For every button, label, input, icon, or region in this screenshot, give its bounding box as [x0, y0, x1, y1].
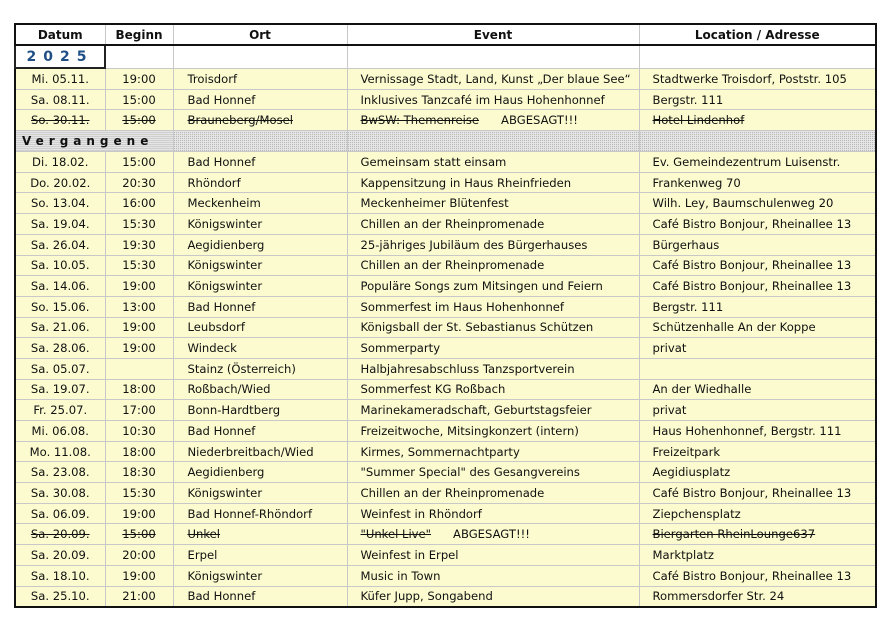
event-row: [15, 214, 876, 235]
location-cell: [639, 524, 876, 545]
ort-cell-text: Königswinter: [187, 258, 263, 273]
time-cell-text: 19:00: [122, 506, 156, 521]
date-cell-text: Fr. 25.07.: [33, 403, 88, 418]
time-cell: [105, 317, 173, 338]
location-cell-text: Café Bistro Bonjour, Rheinallee 13: [652, 568, 852, 583]
event-row: [15, 110, 876, 131]
empty-cell: [173, 131, 347, 152]
event-cell: [347, 400, 639, 421]
location-cell: [639, 586, 876, 607]
location-cell-text: Stadtwerke Troisdorf, Poststr. 105: [652, 71, 847, 86]
date-cell: [15, 338, 105, 359]
time-cell: [105, 483, 173, 504]
location-cell-text: Schützenhalle An der Koppe: [652, 320, 816, 335]
location-cell-text: Haus Hohenhonnef, Bergstr. 111: [652, 423, 842, 438]
event-row: [15, 503, 876, 524]
date-cell-text: Sa. 08.11.: [30, 92, 90, 107]
event-cell-text: 25-jähriges Jubiläum des Bürgerhauses: [360, 237, 588, 252]
location-cell: [639, 255, 876, 276]
ort-cell-text: Königswinter: [187, 279, 263, 294]
event-row: [15, 276, 876, 297]
event-row: [15, 586, 876, 607]
ort-cell-text: Aegidienberg: [187, 237, 265, 252]
ort-cell-text: Bad Honnef: [187, 154, 256, 169]
event-cell: [347, 483, 639, 504]
ort-cell: [173, 296, 347, 317]
date-cell-text: Sa. 21.06.: [30, 320, 90, 335]
ort-cell-text: Bad Honnef-Rhöndorf: [187, 506, 313, 521]
ort-cell: [173, 110, 347, 131]
event-row: [15, 338, 876, 359]
header-datum: Datum: [15, 24, 105, 45]
ort-cell-text: Unkel: [187, 527, 220, 542]
date-cell: [15, 441, 105, 462]
time-cell-text: 19:00: [122, 279, 156, 294]
event-cell: [347, 296, 639, 317]
event-cell: [347, 276, 639, 297]
ort-cell-text: Bad Honnef: [187, 423, 256, 438]
date-cell: [15, 110, 105, 131]
ort-cell: [173, 400, 347, 421]
ort-cell: [173, 276, 347, 297]
time-cell: [105, 565, 173, 586]
date-cell: [15, 483, 105, 504]
location-cell-text: Café Bistro Bonjour, Rheinallee 13: [652, 216, 852, 231]
empty-cell: [347, 131, 639, 152]
date-cell-text: Mi. 05.11.: [31, 71, 89, 86]
location-cell-text: Ziepchensplatz: [652, 506, 741, 521]
empty-cell: [639, 45, 876, 68]
location-cell: [639, 234, 876, 255]
time-cell-text: 16:00: [122, 196, 156, 211]
event-cell-text: Chillen an der Rheinpromenade: [360, 258, 545, 273]
event-cell: [347, 172, 639, 193]
event-cell: [347, 565, 639, 586]
date-cell-text: Sa. 28.06.: [30, 341, 90, 356]
time-cell-text: 19:00: [122, 568, 156, 583]
date-cell-text: Sa. 06.09.: [30, 506, 90, 521]
time-cell-text: 20:00: [122, 547, 156, 562]
date-cell-text: Do. 20.02.: [30, 175, 91, 190]
ort-cell: [173, 565, 347, 586]
location-cell-text: privat: [652, 341, 687, 356]
time-cell: [105, 421, 173, 442]
date-cell-text: Sa. 25.10.: [30, 589, 90, 604]
location-cell: [639, 421, 876, 442]
event-row: [15, 172, 876, 193]
event-cell: [347, 193, 639, 214]
ort-cell: [173, 68, 347, 89]
time-cell: [105, 338, 173, 359]
events-table: [14, 23, 877, 608]
date-cell: [15, 317, 105, 338]
ort-cell: [173, 379, 347, 400]
date-cell: [15, 296, 105, 317]
time-cell-text: 19:00: [122, 71, 156, 86]
event-cell-text: Kappensitzung in Haus Rheinfrieden: [360, 175, 572, 190]
time-cell-text: 15:30: [122, 258, 156, 273]
time-cell: [105, 68, 173, 89]
date-cell: [15, 358, 105, 379]
location-cell-text: Aegidiusplatz: [652, 465, 731, 480]
event-cell-text: Vernissage Stadt, Land, Kunst „Der blaue See“: [360, 71, 631, 86]
ort-cell-text: Brauneberg/Mosel: [187, 113, 293, 128]
location-cell-text: Bergstr. 111: [652, 299, 724, 314]
location-cell: [639, 193, 876, 214]
location-cell: [639, 89, 876, 110]
ort-cell-text: Königswinter: [187, 216, 263, 231]
time-cell: [105, 193, 173, 214]
date-cell: [15, 68, 105, 89]
ort-cell-text: Leubsdorf: [187, 320, 245, 335]
event-cell-text: "Summer Special" des Gesangvereins: [360, 465, 580, 480]
location-cell: [639, 462, 876, 483]
ort-cell: [173, 524, 347, 545]
event-cell-text: Sommerparty: [360, 341, 441, 356]
time-cell: [105, 462, 173, 483]
date-cell-text: Di. 18.02.: [32, 154, 89, 169]
ort-cell-text: Rhöndorf: [187, 175, 241, 190]
location-cell: [639, 379, 876, 400]
event-cell-text: Marinekameradschaft, Geburtstagsfeier: [360, 403, 592, 418]
date-cell-text: Sa. 14.06.: [30, 279, 90, 294]
empty-cell: [105, 45, 173, 68]
ort-cell: [173, 214, 347, 235]
time-cell: [105, 110, 173, 131]
event-cell: [347, 441, 639, 462]
ort-cell: [173, 545, 347, 566]
ort-cell: [173, 503, 347, 524]
ort-cell-text: Erpel: [187, 547, 218, 562]
location-cell-text: Café Bistro Bonjour, Rheinallee 13: [652, 258, 852, 273]
time-cell-text: 18:00: [122, 444, 156, 459]
header-beginn: Beginn: [105, 24, 173, 45]
time-cell-text: 19:00: [122, 320, 156, 335]
event-row: [15, 524, 876, 545]
event-cell: [347, 89, 639, 110]
time-cell: [105, 400, 173, 421]
event-cell: [347, 421, 639, 442]
year-row: [15, 45, 876, 68]
ort-cell: [173, 338, 347, 359]
time-cell-text: 18:30: [122, 465, 156, 480]
location-cell: [639, 503, 876, 524]
time-cell: [105, 296, 173, 317]
time-cell-text: 21:00: [122, 589, 156, 604]
location-cell: [639, 545, 876, 566]
location-cell: [639, 483, 876, 504]
past-section-label: Vergangene: [15, 131, 173, 152]
event-cell: [347, 234, 639, 255]
location-cell-text: An der Wiedhalle: [652, 382, 752, 397]
date-cell: [15, 421, 105, 442]
event-cell-text: Weinfest in Erpel: [360, 547, 459, 562]
header-event: Event: [347, 24, 639, 45]
time-cell-text: 13:00: [122, 299, 156, 314]
time-cell: [105, 586, 173, 607]
event-cell-text: Chillen an der Rheinpromenade: [360, 485, 545, 500]
date-cell-text: Sa. 26.04.: [30, 237, 90, 252]
event-cell-text: Music in Town: [360, 568, 441, 583]
event-cell: [347, 379, 639, 400]
time-cell-text: 15:00: [122, 113, 156, 128]
time-cell: [105, 379, 173, 400]
ort-cell: [173, 358, 347, 379]
event-cell: [347, 255, 639, 276]
location-cell-text: Wilh. Ley, Baumschulenweg 20: [652, 196, 834, 211]
location-cell-text: Rommersdorfer Str. 24: [652, 589, 785, 604]
date-cell: [15, 172, 105, 193]
event-row: [15, 234, 876, 255]
time-cell-text: 19:30: [122, 237, 156, 252]
time-cell: [105, 276, 173, 297]
location-cell: [639, 565, 876, 586]
date-cell-text: So. 30.11.: [31, 113, 90, 128]
date-cell: [15, 89, 105, 110]
event-cell-text: BwSW: Themenreise: [360, 113, 480, 128]
date-cell: [15, 214, 105, 235]
ort-cell-text: Bad Honnef: [187, 92, 256, 107]
event-cell-text: Sommerfest KG Roßbach: [360, 382, 506, 397]
time-cell-text: 20:30: [122, 175, 156, 190]
time-cell: [105, 255, 173, 276]
ort-cell-text: Bad Honnef: [187, 299, 256, 314]
location-cell-text: privat: [652, 403, 687, 418]
ort-cell: [173, 441, 347, 462]
event-cell-text: Gemeinsam statt einsam: [360, 154, 507, 169]
location-cell-text: Biergarten RheinLounge637: [652, 527, 816, 542]
location-cell: [639, 338, 876, 359]
ort-cell-text: Bonn-Hardtberg: [187, 403, 281, 418]
event-row: [15, 193, 876, 214]
event-cell-text: Sommerfest im Haus Hohenhonnef: [360, 299, 565, 314]
time-cell-text: 17:00: [122, 403, 156, 418]
ort-cell-text: Troisdorf: [187, 71, 238, 86]
event-row: [15, 483, 876, 504]
time-cell-text: 18:00: [122, 382, 156, 397]
location-cell: [639, 317, 876, 338]
event-row: [15, 358, 876, 379]
event-cell: [347, 317, 639, 338]
header-ort: Ort: [173, 24, 347, 45]
event-cell: [347, 586, 639, 607]
ort-cell: [173, 234, 347, 255]
location-cell: [639, 441, 876, 462]
date-cell: [15, 276, 105, 297]
ort-cell: [173, 483, 347, 504]
time-cell: [105, 152, 173, 173]
event-cell-text: Populäre Songs zum Mitsingen und Feiern: [360, 279, 603, 294]
year-label: 2025: [15, 45, 105, 68]
event-cell-text: Freizeitwoche, Mitsingkonzert (intern): [360, 423, 579, 438]
header-location: Location / Adresse: [639, 24, 876, 45]
location-cell: [639, 214, 876, 235]
time-cell-text: 15:00: [122, 154, 156, 169]
location-cell: [639, 68, 876, 89]
date-cell: [15, 462, 105, 483]
past-section-row: [15, 131, 876, 152]
event-cell: [347, 545, 639, 566]
ort-cell-text: Aegidienberg: [187, 465, 265, 480]
time-cell-text: 10:30: [122, 423, 156, 438]
ort-cell: [173, 152, 347, 173]
event-cell: [347, 358, 639, 379]
time-cell: [105, 545, 173, 566]
event-cell-text: Weinfest in Rhöndorf: [360, 506, 482, 521]
time-cell: [105, 358, 173, 379]
event-cell-text: Halbjahresabschluss Tanzsportverein: [360, 361, 575, 376]
date-cell-text: Sa. 20.09.: [30, 527, 90, 542]
ort-cell: [173, 89, 347, 110]
date-cell-text: Sa. 30.08.: [30, 485, 90, 500]
date-cell-text: Sa. 20.09.: [30, 547, 90, 562]
event-row: [15, 152, 876, 173]
date-cell: [15, 545, 105, 566]
event-cell-text: Chillen an der Rheinpromenade: [360, 216, 545, 231]
date-cell: [15, 586, 105, 607]
ort-cell: [173, 255, 347, 276]
location-cell: [639, 296, 876, 317]
event-cell: [347, 503, 639, 524]
date-cell-text: Mi. 06.08.: [31, 423, 89, 438]
location-cell: [639, 152, 876, 173]
date-cell-text: Sa. 19.07.: [30, 382, 90, 397]
location-cell-text: Café Bistro Bonjour, Rheinallee 13: [652, 279, 852, 294]
date-cell: [15, 193, 105, 214]
date-cell-text: So. 15.06.: [31, 299, 90, 314]
event-row: [15, 68, 876, 89]
date-cell-text: Sa. 18.10.: [30, 568, 90, 583]
date-cell: [15, 503, 105, 524]
event-cell-text: "Unkel Live": [360, 527, 432, 542]
ort-cell-text: Königswinter: [187, 485, 263, 500]
date-cell: [15, 565, 105, 586]
ort-cell: [173, 421, 347, 442]
event-cell: [347, 68, 639, 89]
time-cell-text: 15:30: [122, 485, 156, 500]
cancelled-note: ABGESAGT!!!: [453, 527, 530, 542]
empty-cell: [347, 45, 639, 68]
time-cell: [105, 234, 173, 255]
ort-cell: [173, 586, 347, 607]
event-row: [15, 565, 876, 586]
date-cell-text: Sa. 10.05.: [30, 258, 90, 273]
event-row: [15, 296, 876, 317]
time-cell-text: 19:00: [122, 341, 156, 356]
date-cell-text: Sa. 05.07.: [30, 361, 90, 376]
date-cell: [15, 379, 105, 400]
time-cell-text: 15:00: [122, 527, 156, 542]
time-cell-text: 15:00: [122, 92, 156, 107]
location-cell: [639, 172, 876, 193]
date-cell: [15, 400, 105, 421]
time-cell: [105, 172, 173, 193]
ort-cell: [173, 317, 347, 338]
date-cell-text: Sa. 19.04.: [30, 216, 90, 231]
ort-cell: [173, 462, 347, 483]
time-cell: [105, 503, 173, 524]
location-cell-text: Marktplatz: [652, 547, 714, 562]
event-row: [15, 255, 876, 276]
event-row: [15, 421, 876, 442]
location-cell: [639, 400, 876, 421]
date-cell-text: Sa. 23.08.: [30, 465, 90, 480]
event-cell: [347, 152, 639, 173]
event-cell: [347, 110, 639, 131]
event-cell: [347, 338, 639, 359]
event-cell-text: Königsball der St. Sebastianus Schützen: [360, 320, 594, 335]
location-cell-text: Frankenweg 70: [652, 175, 741, 190]
empty-cell: [173, 45, 347, 68]
location-cell-text: Ev. Gemeindezentrum Luisenstr.: [652, 154, 841, 169]
cancelled-note: ABGESAGT!!!: [501, 113, 578, 128]
date-cell: [15, 234, 105, 255]
date-cell-text: Mo. 11.08.: [29, 444, 91, 459]
event-cell: [347, 214, 639, 235]
time-cell: [105, 441, 173, 462]
event-row: [15, 379, 876, 400]
event-cell: [347, 524, 639, 545]
location-cell-text: Hotel Lindenhof: [652, 113, 745, 128]
date-cell: [15, 255, 105, 276]
event-cell: [347, 462, 639, 483]
location-cell-text: Bergstr. 111: [652, 92, 724, 107]
ort-cell-text: Bad Honnef: [187, 589, 256, 604]
time-cell-text: 15:30: [122, 216, 156, 231]
event-cell-text: Meckenheimer Blütenfest: [360, 196, 509, 211]
time-cell: [105, 89, 173, 110]
location-cell: [639, 358, 876, 379]
ort-cell-text: Niederbreitbach/Wied: [187, 444, 314, 459]
location-cell-text: Bürgerhaus: [652, 237, 720, 252]
date-cell: [15, 524, 105, 545]
ort-cell: [173, 193, 347, 214]
event-row: [15, 317, 876, 338]
ort-cell-text: Königswinter: [187, 568, 263, 583]
location-cell-text: Café Bistro Bonjour, Rheinallee 13: [652, 485, 852, 500]
ort-cell: [173, 172, 347, 193]
ort-cell-text: Meckenheim: [187, 196, 261, 211]
event-row: [15, 545, 876, 566]
event-cell-text: Küfer Jupp, Songabend: [360, 589, 493, 604]
date-cell-text: So. 13.04.: [31, 196, 90, 211]
location-cell: [639, 276, 876, 297]
ort-cell-text: Roßbach/Wied: [187, 382, 271, 397]
empty-cell: [639, 131, 876, 152]
time-cell: [105, 524, 173, 545]
event-cell-text: Inklusives Tanzcafé im Haus Hohenhonnef: [360, 92, 605, 107]
header-row: [15, 24, 876, 45]
ort-cell-text: Windeck: [187, 341, 237, 356]
ort-cell-text: Stainz (Österreich): [187, 361, 296, 376]
location-cell-text: Freizeitpark: [652, 444, 721, 459]
event-row: [15, 441, 876, 462]
event-row: [15, 400, 876, 421]
date-cell: [15, 152, 105, 173]
event-row: [15, 89, 876, 110]
event-cell-text: Kirmes, Sommernachtparty: [360, 444, 520, 459]
location-cell: [639, 110, 876, 131]
time-cell: [105, 214, 173, 235]
event-row: [15, 462, 876, 483]
